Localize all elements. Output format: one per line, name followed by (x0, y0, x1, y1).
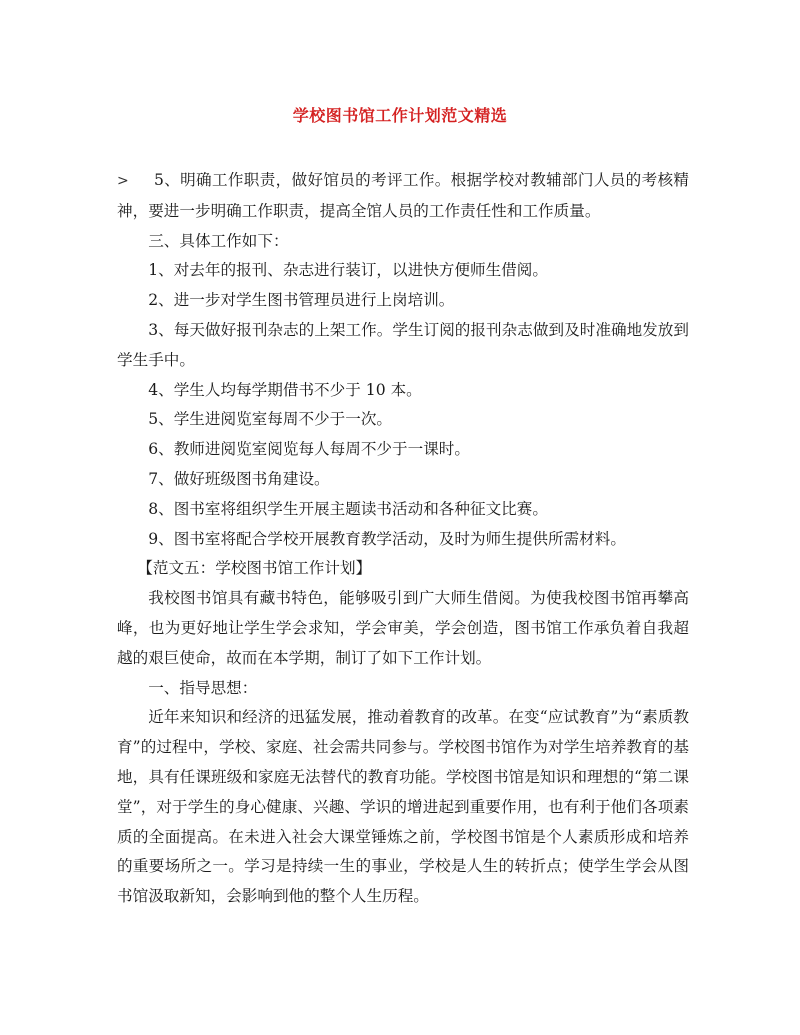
paragraph: 我校图书馆具有藏书特色，能够吸引到广大师生借阅。为使我校图书馆再攀高峰，也为更好地让学生学会求知，学会审美，学会创造，图书馆工作承负着自我超越的艰巨使命，故而在本学期，制订了如下工作计划。 (117, 589, 689, 667)
paragraph: 近年来知识和经济的迅猛发展，推动着教育的改革。在变“应试教育”为“素质教育”的过程中，学校、家庭、社会需共同参与。学校图书馆作为对学生培养教育的基地，具有任课班级和家庭无法替代的教育功能。学校图书馆是知识和理想的“第二课堂”，对于学生的身心健康、兴趣、学识的增进起到重要作用，也有利于他们各项素质的全面提高。在未进入社会大课堂锤炼之前，学校图书馆是个人素质形成和培养的重要场所之一。学习是持续一生的事业，学校是人生的转折点；使学生学会从图书馆汲取新知，会影响到他的整个人生历程。 (117, 708, 689, 906)
list-item: 4、学生人均每学期借书不少于 10 本。 (148, 380, 422, 399)
list-item: 3、每天做好报刊杂志的上架工作。学生订阅的报刊杂志做到及时准确地发放到学生手中。 (117, 320, 689, 369)
list-item: 5、学生进阅览室每周不少于一次。 (148, 410, 393, 429)
list-item: 8、图书室将组织学生开展主题读书活动和各种征文比赛。 (148, 499, 548, 518)
list-item: 2、进一步对学生图书管理员进行上岗培训。 (148, 291, 455, 310)
section-heading: 一、指导思想： (148, 678, 258, 697)
list-marker-icon: > (117, 173, 129, 189)
list-item: 1、对去年的报刊、杂志进行装订，以进快方便师生借阅。 (148, 261, 548, 280)
paragraph (117, 166, 689, 227)
paragraph-text: 5、明确工作职责，做好馆员的考评工作。根据学校对教辅部门人员的考核精神，要进一步明确工作职责，提高全馆人员的工作责任性和工作质量。 (117, 171, 689, 220)
list-item: 9、图书室将配合学校开展教育教学活动，及时为师生提供所需材料。 (148, 529, 626, 548)
sample-heading: 【范文五：学校图书馆工作计划】 (137, 559, 372, 578)
document-title: 学校图书馆工作计划范文精选 (292, 106, 508, 125)
document-body (117, 166, 689, 912)
section-heading: 三、具体工作如下： (148, 231, 289, 250)
list-item: 6、教师进阅览室阅览每人每周不少于一课时。 (148, 440, 470, 459)
list-item: 7、做好班级图书角建设。 (148, 469, 330, 488)
